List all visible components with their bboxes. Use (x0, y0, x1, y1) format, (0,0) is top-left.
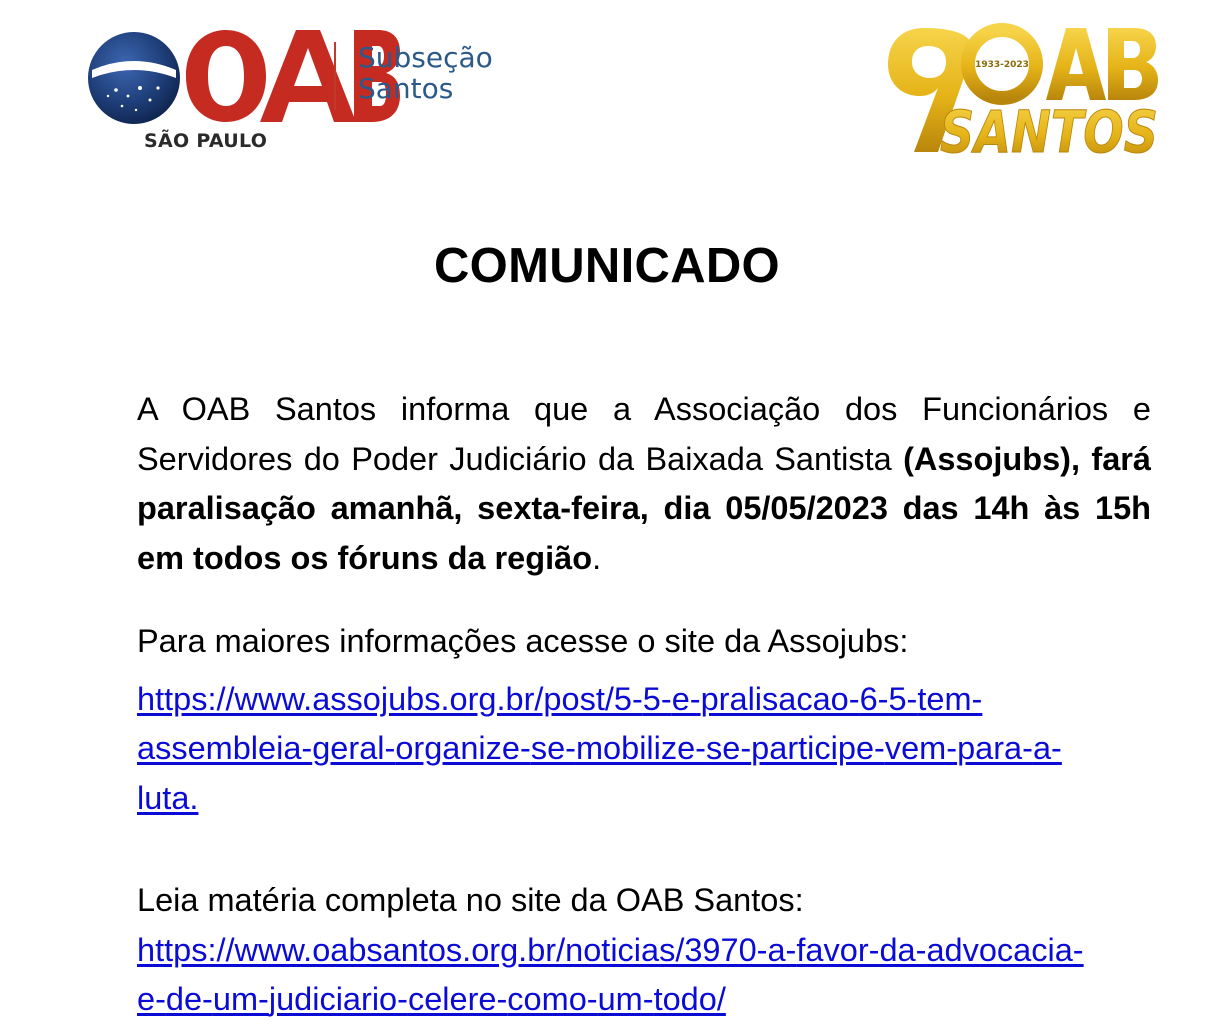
logo-divider (334, 42, 336, 110)
subsecao-label (358, 42, 493, 104)
region-label: SÃO PAULO (144, 130, 268, 152)
oab-santos-90-years-logo (884, 22, 1162, 166)
announcement-text: A OAB Santos informa que a Associação dos Funcionários e Servidores do Poder Judiciário da Baixada Santista (137, 391, 1151, 477)
santos-wordmark: SANTOS (940, 98, 1158, 166)
subsecao-line-2: Santos (358, 72, 454, 105)
announcement-strike-details: (Assojubs), fará paralisação amanhã, sexta-feira, dia 05/05/2023 das 14h às 15h em todos os fóruns da região (137, 440, 1151, 576)
announcement-paragraph (137, 385, 1151, 583)
globe-icon (86, 30, 182, 126)
assojubs-link[interactable]: https://www.assojubs.org.br/post/5-5-e-pralisacao-6-5-tem-assembleia-geral-organize-se-mobilize-se-participe-vem-para-a-luta. (137, 680, 1062, 816)
oab-sao-paulo-logo (86, 26, 516, 156)
more-info-label: Para maiores informações acesse o site da Assojubs: (137, 623, 909, 659)
announcement-period: . (592, 539, 602, 576)
read-more-block (137, 876, 1151, 1025)
subsecao-line-1: Subseção (358, 41, 493, 74)
document-title: COMUNICADO (434, 239, 780, 293)
years-label: 1933-2023 (975, 60, 1029, 70)
oab-santos-link[interactable]: https://www.oabsantos.org.br/noticias/3970-a-favor-da-advocacia-e-de-um-judiciario-celere-como-um-todo/ (137, 931, 1084, 1017)
more-info-block (137, 617, 1151, 823)
read-more-label: Leia matéria completa no site da OAB Santos: (137, 882, 804, 918)
